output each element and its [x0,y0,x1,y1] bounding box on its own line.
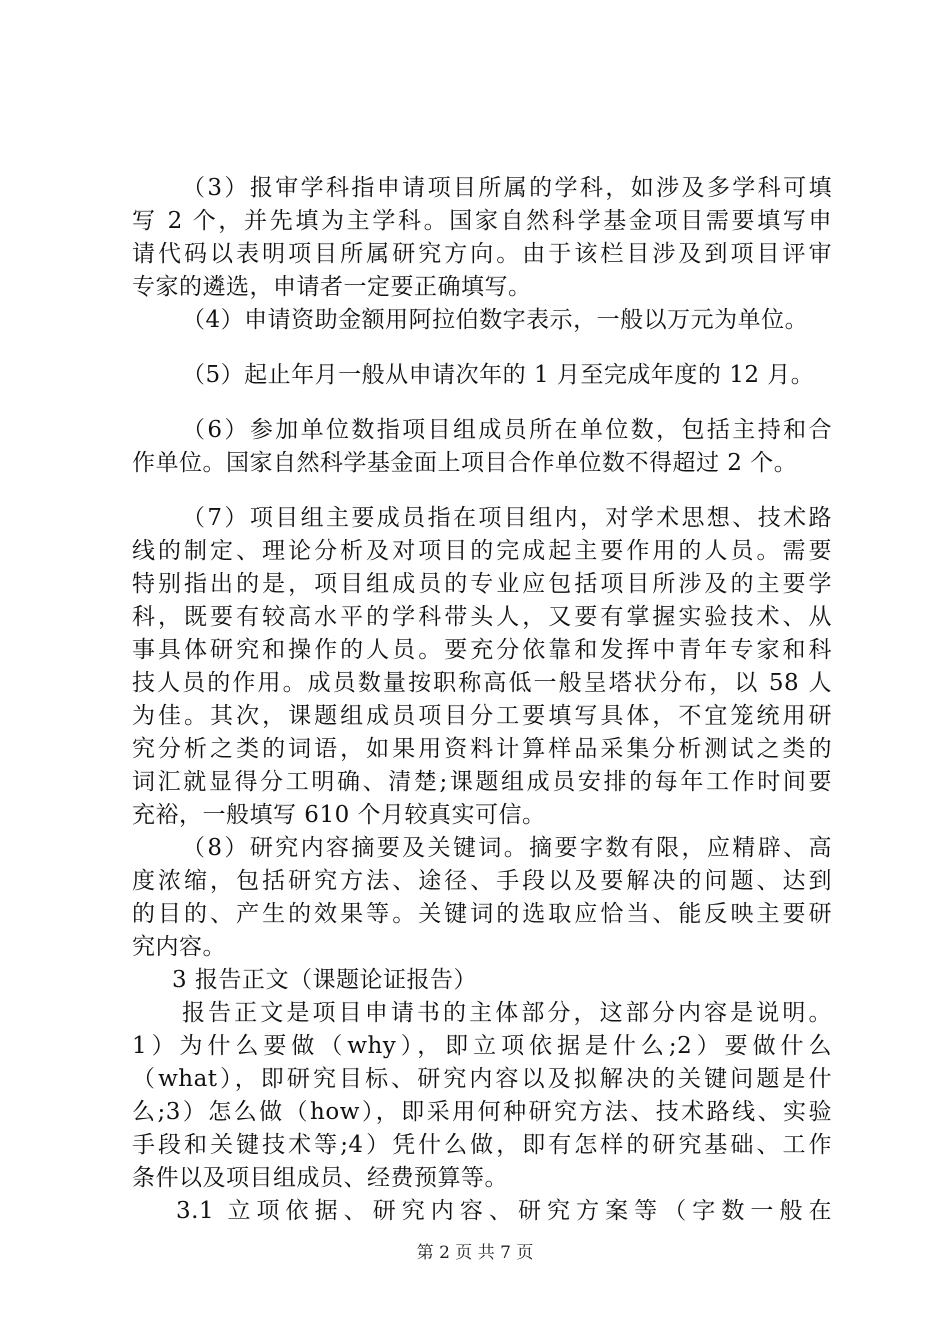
text-line: 报告正文是项目申请书的主体部分，这部分内容是说明。 [182,1000,832,1026]
text-line: 手段和关键技术等;4）凭什么做，即有怎样的研究基础、工作 [132,1132,832,1158]
text-line: 1）为什么要做（why），即立项依据是什么;2）要做什么 [132,1033,832,1059]
text-line: （3）报审学科指申请项目所属的学科，如涉及多学科可填 [182,175,832,201]
text-line: 究内容。 [132,934,226,960]
text-line: 请代码以表明项目所属研究方向。由于该栏目涉及到项目评审 [132,241,832,267]
spacer [132,480,832,502]
paragraph-report-body [132,997,832,1195]
section-heading-3 [132,964,832,997]
text-line: 么;3）怎么做（how），即采用何种研究方法、技术路线、实验 [132,1099,832,1125]
text-line: 技人员的作用。成员数量按职称高低一般呈塔状分布，以 58 人 [132,670,832,696]
text-line: 为佳。其次，课题组成员项目分工要填写具体，不宜笼统用研 [132,703,832,729]
text-line: （8）研究内容摘要及关键词。摘要字数有限，应精辟、高 [182,835,832,861]
text-line: 条件以及项目组成员、经费预算等。 [132,1165,508,1191]
text-line: 专家的遴选，申请者一定要正确填写。 [132,274,532,300]
text-line: （7）项目组主要成员指在项目组内，对学术思想、技术路 [182,505,832,531]
spacer [132,392,832,414]
subsection-heading: 3.1 立项依据、研究内容、研究方案等（字数一般在 [176,1198,832,1224]
page-number: 第 2 页 共 7 页 [416,1243,534,1263]
text-line: 度浓缩，包括研究方法、途径、手段以及要解决的问题、达到 [132,868,832,894]
text-line: 线的制定、理论分析及对项目的完成起主要作用的人员。需要 [132,538,832,564]
paragraph-5 [132,359,832,392]
text-line: 事具体研究和操作的人员。要充分依靠和发挥中青年专家和科 [132,637,832,663]
paragraph-3 [132,172,832,304]
spacer [132,337,832,359]
text-line: 科，既要有较高水平的学科带头人，又要有掌握实验技术、从 [132,604,832,630]
text-line: 词汇就显得分工明确、清楚;课题组成员安排的每年工作时间要 [132,769,832,795]
text-line: （what），即研究目标、研究内容以及拟解决的关键问题是什 [132,1066,832,1092]
paragraph-4 [132,304,832,337]
paragraph-8 [132,832,832,964]
section-heading-3-1 [132,1195,832,1228]
text-line: 的目的、产生的效果等。关键词的选取应恰当、能反映主要研 [132,901,832,927]
text-line: 充裕，一般填写 610 个月较真实可信。 [132,802,546,828]
page-footer [0,1242,950,1264]
text-line: （5）起止年月一般从申请次年的 1 月至完成年度的 12 月。 [182,362,815,388]
paragraph-7 [132,502,832,832]
text-line: 写 2 个，并先填为主学科。国家自然科学基金项目需要填写申 [132,208,832,234]
document-body [132,172,832,1228]
text-line: 特别指出的是，项目组成员的专业应包括项目所涉及的主要学 [132,571,832,597]
text-line: （4）申请资助金额用阿拉伯数字表示，一般以万元为单位。 [182,307,809,333]
paragraph-6 [132,414,832,480]
section-heading: 3 报告正文（课题论证报告） [172,967,477,993]
text-line: （6）参加单位数指项目组成员所在单位数，包括主持和合 [182,417,832,443]
text-line: 作单位。国家自然科学基金面上项目合作单位数不得超过 2 个。 [132,450,798,476]
text-line: 究分析之类的词语，如果用资料计算样品采集分析测试之类的 [132,736,832,762]
